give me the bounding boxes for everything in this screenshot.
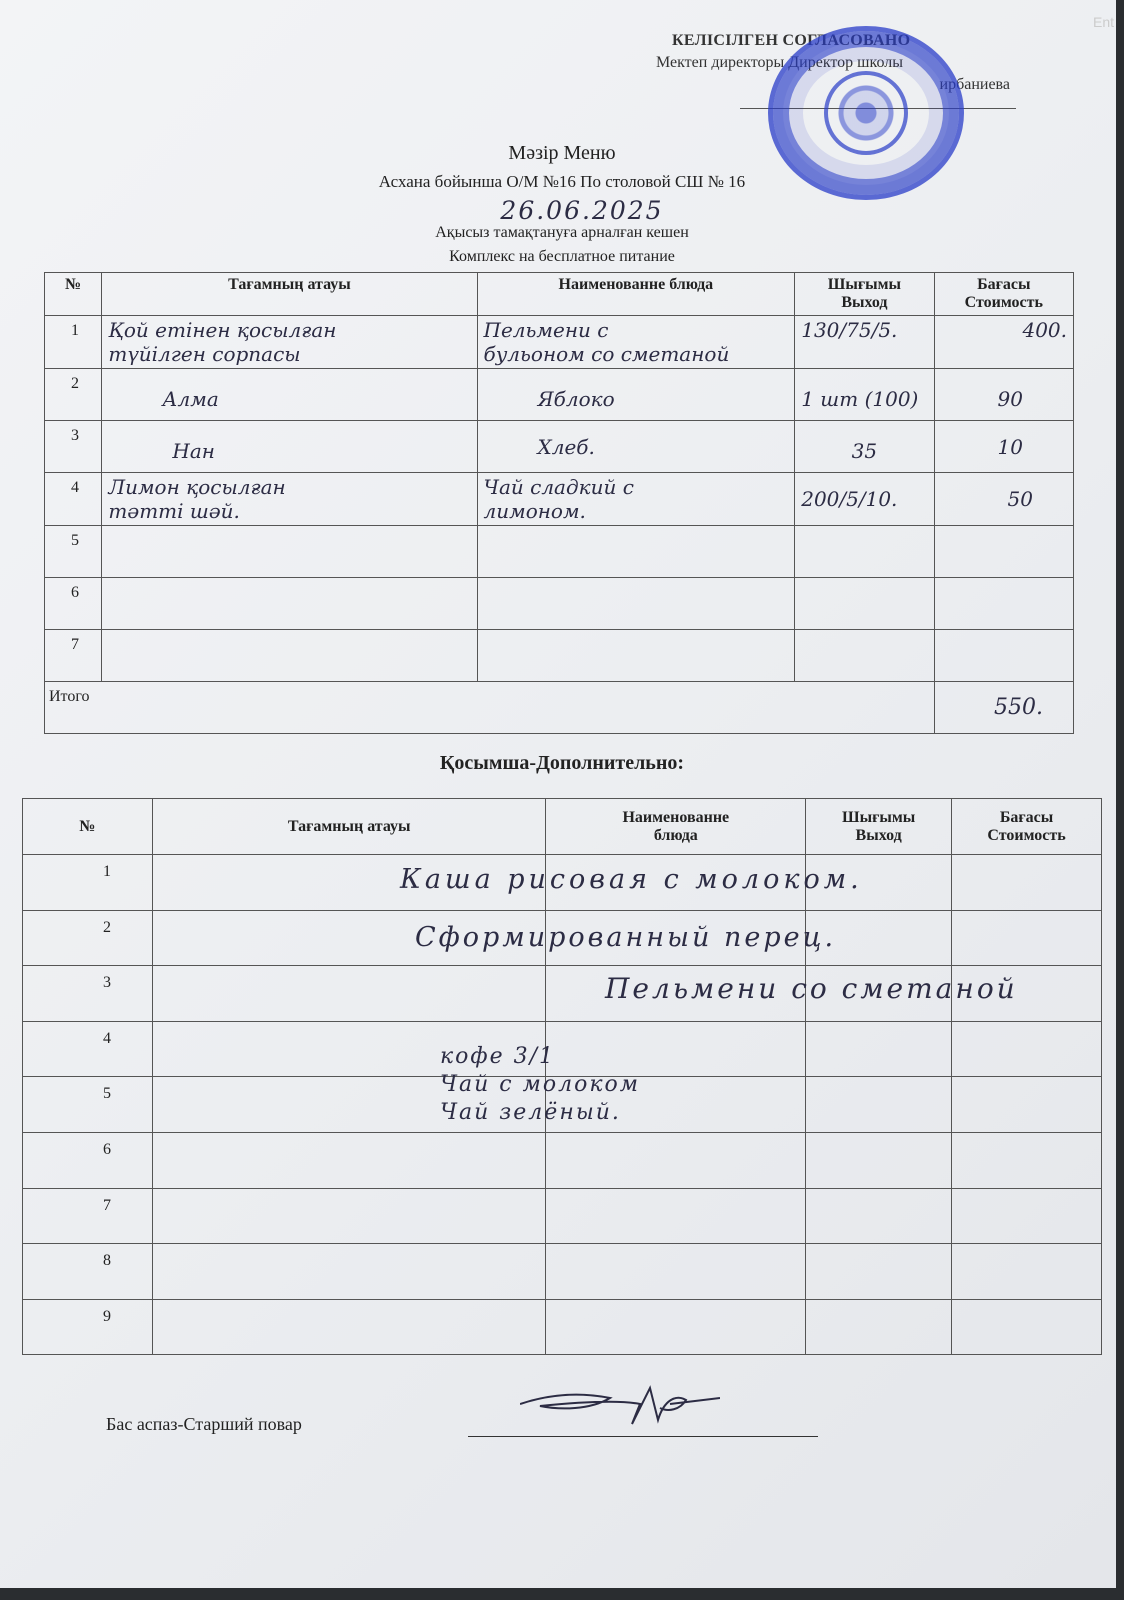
dish-price	[934, 526, 1073, 578]
dish-ru	[477, 578, 795, 630]
dish-kz: Лимон қосылған тәтті шәй.	[102, 473, 477, 526]
additional-item: Каша рисовая с молоком.	[400, 864, 863, 895]
menu-date: 26.06.2025	[500, 196, 664, 225]
additional-item: Сформированный перец.	[415, 922, 837, 953]
table-row	[45, 526, 1074, 578]
approval-name: ирбаниева	[939, 76, 1010, 93]
table-row	[45, 578, 1074, 630]
dish-kz: Қой етінен қосылған түйілген сорпасы	[102, 316, 477, 369]
additional-item: Чай зелёный.	[440, 1100, 621, 1125]
table-row	[23, 1132, 1102, 1188]
row-num: 2	[45, 369, 102, 421]
handwritten-signature	[520, 1380, 720, 1436]
dish-output: 200/5/10.	[795, 473, 934, 526]
row-num: 5	[23, 1077, 153, 1133]
col-price: Бағасы Стоимость	[934, 273, 1073, 316]
table-row	[23, 1021, 1102, 1077]
dish-price: 50	[934, 473, 1073, 526]
row-num: 4	[23, 1021, 153, 1077]
row-num: 9	[23, 1299, 153, 1355]
page-title: Мәзір Меню	[508, 142, 616, 164]
dish-price	[934, 578, 1073, 630]
table-row	[23, 1188, 1102, 1244]
canteen-line: Асхана бойынша О/М №16 По столовой СШ № 16	[378, 172, 746, 191]
total-row	[45, 682, 1074, 734]
col-output: Шығымы Выход	[806, 799, 952, 855]
col-num: №	[45, 273, 102, 316]
col-name-ru: Наименованне блюда	[477, 273, 795, 316]
dish-output	[795, 526, 934, 578]
row-num: 4	[45, 473, 102, 526]
signature-line	[468, 1436, 818, 1437]
row-num: 6	[45, 578, 102, 630]
table-row	[45, 369, 1074, 421]
dish-price: 90	[934, 369, 1073, 421]
table-row	[45, 630, 1074, 682]
approval-title: КЕЛІСІЛГЕН СОГЛАСОВАНО	[672, 32, 911, 49]
chef-label: Бас аспаз-Старший повар	[106, 1414, 302, 1434]
dish-kz	[102, 630, 477, 682]
row-num: 1	[45, 316, 102, 369]
dish-price: 400.	[934, 316, 1073, 369]
table-row	[45, 421, 1074, 473]
row-num: 5	[45, 526, 102, 578]
dish-output	[795, 630, 934, 682]
col-num: №	[23, 799, 153, 855]
dish-price	[934, 630, 1073, 682]
total-label: Итого	[45, 682, 935, 734]
dish-ru: Чай сладкий с лимоном.	[477, 473, 795, 526]
corner-text: Ent	[1092, 14, 1114, 30]
dish-kz: Нан	[102, 421, 477, 473]
row-num: 6	[23, 1132, 153, 1188]
additional-item: Чай с молоком	[440, 1072, 640, 1097]
dish-output: 130/75/5.	[795, 316, 934, 369]
total-value: 550.	[934, 682, 1073, 734]
dish-ru	[477, 630, 795, 682]
col-name-ru: Наименованне блюда	[546, 799, 806, 855]
table-row	[45, 316, 1074, 369]
row-num: 7	[23, 1188, 153, 1244]
dish-output: 35	[795, 421, 934, 473]
dish-price: 10	[934, 421, 1073, 473]
dish-ru	[477, 526, 795, 578]
complex-ru: Комплекс на бесплатное питание	[449, 248, 675, 265]
dish-output: 1 шт (100)	[795, 369, 934, 421]
dish-kz	[102, 526, 477, 578]
dish-output	[795, 578, 934, 630]
dish-kz	[102, 578, 477, 630]
row-num: 3	[45, 421, 102, 473]
additional-item: Пельмени со сметаной	[605, 972, 1018, 1005]
row-num: 8	[23, 1244, 153, 1300]
col-output: Шығымы Выход	[795, 273, 934, 316]
dish-ru: Яблоко	[477, 369, 795, 421]
col-name-kz: Тағамның атауы	[152, 799, 546, 855]
main-menu-table	[44, 272, 1074, 734]
dish-ru: Пельмени с бульоном со сметаной	[477, 316, 795, 369]
row-num: 2	[23, 910, 153, 966]
table-header-row	[23, 799, 1102, 855]
approval-director: Мектеп директоры Директор школы	[656, 54, 903, 71]
row-num: 3	[23, 966, 153, 1022]
table-header-row	[45, 273, 1074, 316]
dish-ru: Хлеб.	[477, 421, 795, 473]
dish-kz: Алма	[102, 369, 477, 421]
col-name-kz: Тағамның атауы	[102, 273, 477, 316]
col-price: Бағасы Стоимость	[952, 799, 1102, 855]
row-num: 1	[23, 855, 153, 911]
row-num: 7	[45, 630, 102, 682]
table-row	[45, 473, 1074, 526]
table-row	[23, 1244, 1102, 1300]
additional-item: кофе 3/1	[440, 1044, 556, 1069]
additional-title: Қосымша-Дополнительно:	[439, 752, 685, 774]
table-row	[23, 1299, 1102, 1355]
complex-kz: Ақысыз тамақтануға арналған кешен	[435, 224, 689, 241]
